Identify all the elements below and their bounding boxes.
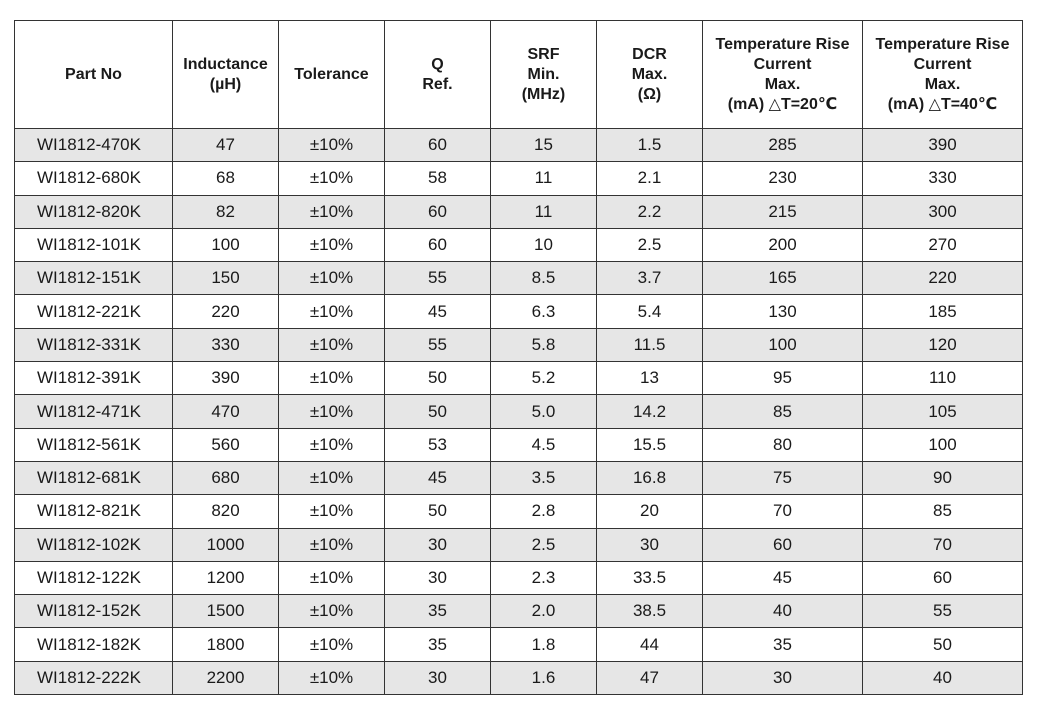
cell-part-no: WI1812-680K: [15, 162, 173, 195]
cell-srf: 5.0: [491, 395, 597, 428]
cell-dcr: 30: [597, 528, 703, 561]
cell-q: 45: [385, 295, 491, 328]
column-header-srf: [491, 21, 597, 129]
cell-dcr: 5.4: [597, 295, 703, 328]
column-header-inductance: [173, 21, 279, 129]
cell-tolerance: ±10%: [279, 628, 385, 661]
cell-dcr: 38.5: [597, 595, 703, 628]
cell-tolerance: ±10%: [279, 162, 385, 195]
cell-q: 53: [385, 428, 491, 461]
table-row: [15, 262, 1023, 295]
table-row: [15, 661, 1023, 694]
spec-table-container: [14, 20, 1023, 695]
cell-part-no: WI1812-102K: [15, 528, 173, 561]
cell-temp-rise-40: 270: [863, 228, 1023, 261]
cell-temp-rise-40: 330: [863, 162, 1023, 195]
column-header-line: (mA) △T=40℃: [887, 95, 998, 113]
cell-srf: 15: [491, 129, 597, 162]
table-row: [15, 162, 1023, 195]
cell-part-no: WI1812-182K: [15, 628, 173, 661]
cell-inductance: 680: [173, 461, 279, 494]
cell-q: 50: [385, 362, 491, 395]
cell-q: 50: [385, 395, 491, 428]
cell-q: 60: [385, 129, 491, 162]
column-header-line: Max.: [924, 75, 961, 93]
cell-part-no: WI1812-391K: [15, 362, 173, 395]
column-header-part-no: [15, 21, 173, 129]
cell-temp-rise-40: 70: [863, 528, 1023, 561]
cell-part-no: WI1812-122K: [15, 561, 173, 594]
cell-temp-rise-40: 100: [863, 428, 1023, 461]
cell-q: 60: [385, 228, 491, 261]
cell-tolerance: ±10%: [279, 661, 385, 694]
column-header-line: Min.: [527, 65, 560, 83]
cell-tolerance: ±10%: [279, 595, 385, 628]
cell-srf: 2.0: [491, 595, 597, 628]
cell-tolerance: ±10%: [279, 328, 385, 361]
cell-temp-rise-40: 90: [863, 461, 1023, 494]
cell-tolerance: ±10%: [279, 428, 385, 461]
cell-inductance: 1200: [173, 561, 279, 594]
table-row: [15, 228, 1023, 261]
column-header-line: (Ω): [637, 85, 662, 103]
cell-inductance: 390: [173, 362, 279, 395]
cell-q: 60: [385, 195, 491, 228]
cell-dcr: 1.5: [597, 129, 703, 162]
cell-temp-rise-20: 85: [703, 395, 863, 428]
column-header-line: Temperature Rise: [715, 35, 850, 53]
column-header-line: (mA) △T=20℃: [727, 95, 838, 113]
cell-temp-rise-20: 230: [703, 162, 863, 195]
cell-inductance: 2200: [173, 661, 279, 694]
cell-part-no: WI1812-561K: [15, 428, 173, 461]
cell-q: 55: [385, 262, 491, 295]
column-header-dcr: [597, 21, 703, 129]
cell-temp-rise-20: 165: [703, 262, 863, 295]
table-row: [15, 628, 1023, 661]
cell-inductance: 1000: [173, 528, 279, 561]
column-header-line: Tolerance: [294, 65, 369, 83]
cell-part-no: WI1812-221K: [15, 295, 173, 328]
cell-q: 35: [385, 628, 491, 661]
cell-q: 55: [385, 328, 491, 361]
column-header-line: Current: [753, 55, 812, 73]
cell-inductance: 330: [173, 328, 279, 361]
cell-q: 50: [385, 495, 491, 528]
cell-temp-rise-40: 85: [863, 495, 1023, 528]
cell-tolerance: ±10%: [279, 295, 385, 328]
cell-temp-rise-20: 100: [703, 328, 863, 361]
cell-inductance: 470: [173, 395, 279, 428]
table-row: [15, 495, 1023, 528]
column-header-q: [385, 21, 491, 129]
cell-dcr: 3.7: [597, 262, 703, 295]
table-row: [15, 129, 1023, 162]
cell-srf: 2.3: [491, 561, 597, 594]
cell-temp-rise-20: 30: [703, 661, 863, 694]
cell-temp-rise-20: 215: [703, 195, 863, 228]
cell-tolerance: ±10%: [279, 461, 385, 494]
cell-temp-rise-40: 60: [863, 561, 1023, 594]
cell-tolerance: ±10%: [279, 129, 385, 162]
cell-inductance: 150: [173, 262, 279, 295]
column-header-line: Part No: [65, 65, 122, 83]
cell-srf: 1.8: [491, 628, 597, 661]
cell-temp-rise-40: 300: [863, 195, 1023, 228]
cell-temp-rise-20: 95: [703, 362, 863, 395]
cell-temp-rise-40: 55: [863, 595, 1023, 628]
cell-tolerance: ±10%: [279, 495, 385, 528]
cell-tolerance: ±10%: [279, 262, 385, 295]
column-header-tolerance: [279, 21, 385, 129]
cell-inductance: 1500: [173, 595, 279, 628]
cell-part-no: WI1812-152K: [15, 595, 173, 628]
cell-srf: 2.8: [491, 495, 597, 528]
cell-inductance: 100: [173, 228, 279, 261]
table-row: [15, 595, 1023, 628]
cell-temp-rise-40: 120: [863, 328, 1023, 361]
column-header-line: Q: [431, 55, 444, 73]
cell-part-no: WI1812-101K: [15, 228, 173, 261]
cell-dcr: 20: [597, 495, 703, 528]
cell-dcr: 16.8: [597, 461, 703, 494]
cell-part-no: WI1812-471K: [15, 395, 173, 428]
cell-dcr: 11.5: [597, 328, 703, 361]
column-header-line: Inductance: [183, 55, 268, 73]
table-body: [15, 129, 1023, 695]
cell-tolerance: ±10%: [279, 228, 385, 261]
cell-dcr: 2.1: [597, 162, 703, 195]
cell-temp-rise-40: 105: [863, 395, 1023, 428]
cell-inductance: 82: [173, 195, 279, 228]
cell-part-no: WI1812-222K: [15, 661, 173, 694]
cell-temp-rise-20: 200: [703, 228, 863, 261]
table-row: [15, 395, 1023, 428]
cell-dcr: 47: [597, 661, 703, 694]
cell-temp-rise-40: 110: [863, 362, 1023, 395]
cell-srf: 6.3: [491, 295, 597, 328]
table-row: [15, 195, 1023, 228]
cell-temp-rise-20: 130: [703, 295, 863, 328]
cell-srf: 3.5: [491, 461, 597, 494]
cell-srf: 5.8: [491, 328, 597, 361]
cell-tolerance: ±10%: [279, 395, 385, 428]
cell-srf: 11: [491, 162, 597, 195]
cell-q: 30: [385, 661, 491, 694]
cell-srf: 4.5: [491, 428, 597, 461]
cell-q: 45: [385, 461, 491, 494]
cell-srf: 1.6: [491, 661, 597, 694]
column-header-line: Current: [913, 55, 972, 73]
cell-q: 30: [385, 528, 491, 561]
cell-q: 58: [385, 162, 491, 195]
cell-part-no: WI1812-821K: [15, 495, 173, 528]
cell-q: 35: [385, 595, 491, 628]
cell-temp-rise-20: 45: [703, 561, 863, 594]
cell-temp-rise-40: 50: [863, 628, 1023, 661]
cell-srf: 5.2: [491, 362, 597, 395]
cell-inductance: 68: [173, 162, 279, 195]
column-header-line: Ref.: [422, 75, 453, 93]
cell-inductance: 1800: [173, 628, 279, 661]
cell-temp-rise-20: 35: [703, 628, 863, 661]
cell-dcr: 2.5: [597, 228, 703, 261]
table-row: [15, 295, 1023, 328]
cell-tolerance: ±10%: [279, 528, 385, 561]
cell-inductance: 560: [173, 428, 279, 461]
header-row: [15, 21, 1023, 129]
table-row: [15, 528, 1023, 561]
column-header-line: Temperature Rise: [875, 35, 1010, 53]
cell-srf: 2.5: [491, 528, 597, 561]
cell-dcr: 33.5: [597, 561, 703, 594]
table-row: [15, 428, 1023, 461]
cell-srf: 11: [491, 195, 597, 228]
column-header-temp-rise-20: [703, 21, 863, 129]
inductor-spec-table: [14, 20, 1023, 695]
cell-temp-rise-20: 75: [703, 461, 863, 494]
cell-inductance: 220: [173, 295, 279, 328]
cell-inductance: 820: [173, 495, 279, 528]
cell-temp-rise-20: 285: [703, 129, 863, 162]
column-header-line: Max.: [764, 75, 801, 93]
cell-temp-rise-20: 80: [703, 428, 863, 461]
table-row: [15, 362, 1023, 395]
cell-part-no: WI1812-331K: [15, 328, 173, 361]
column-header-line: DCR: [632, 45, 667, 63]
cell-dcr: 15.5: [597, 428, 703, 461]
cell-temp-rise-40: 220: [863, 262, 1023, 295]
cell-tolerance: ±10%: [279, 195, 385, 228]
column-header-line: (MHz): [521, 85, 566, 103]
table-row: [15, 461, 1023, 494]
cell-dcr: 14.2: [597, 395, 703, 428]
column-header-line: Max.: [631, 65, 668, 83]
column-header-line: SRF: [527, 45, 560, 63]
cell-part-no: WI1812-820K: [15, 195, 173, 228]
cell-temp-rise-20: 60: [703, 528, 863, 561]
cell-temp-rise-40: 390: [863, 129, 1023, 162]
cell-dcr: 13: [597, 362, 703, 395]
cell-srf: 10: [491, 228, 597, 261]
table-row: [15, 561, 1023, 594]
cell-temp-rise-40: 185: [863, 295, 1023, 328]
column-header-temp-rise-40: [863, 21, 1023, 129]
cell-part-no: WI1812-151K: [15, 262, 173, 295]
column-header-line: (µH): [209, 75, 242, 93]
cell-tolerance: ±10%: [279, 561, 385, 594]
cell-temp-rise-20: 40: [703, 595, 863, 628]
cell-temp-rise-40: 40: [863, 661, 1023, 694]
cell-tolerance: ±10%: [279, 362, 385, 395]
cell-dcr: 2.2: [597, 195, 703, 228]
cell-q: 30: [385, 561, 491, 594]
cell-temp-rise-20: 70: [703, 495, 863, 528]
cell-srf: 8.5: [491, 262, 597, 295]
cell-part-no: WI1812-681K: [15, 461, 173, 494]
cell-part-no: WI1812-470K: [15, 129, 173, 162]
cell-dcr: 44: [597, 628, 703, 661]
table-row: [15, 328, 1023, 361]
cell-inductance: 47: [173, 129, 279, 162]
